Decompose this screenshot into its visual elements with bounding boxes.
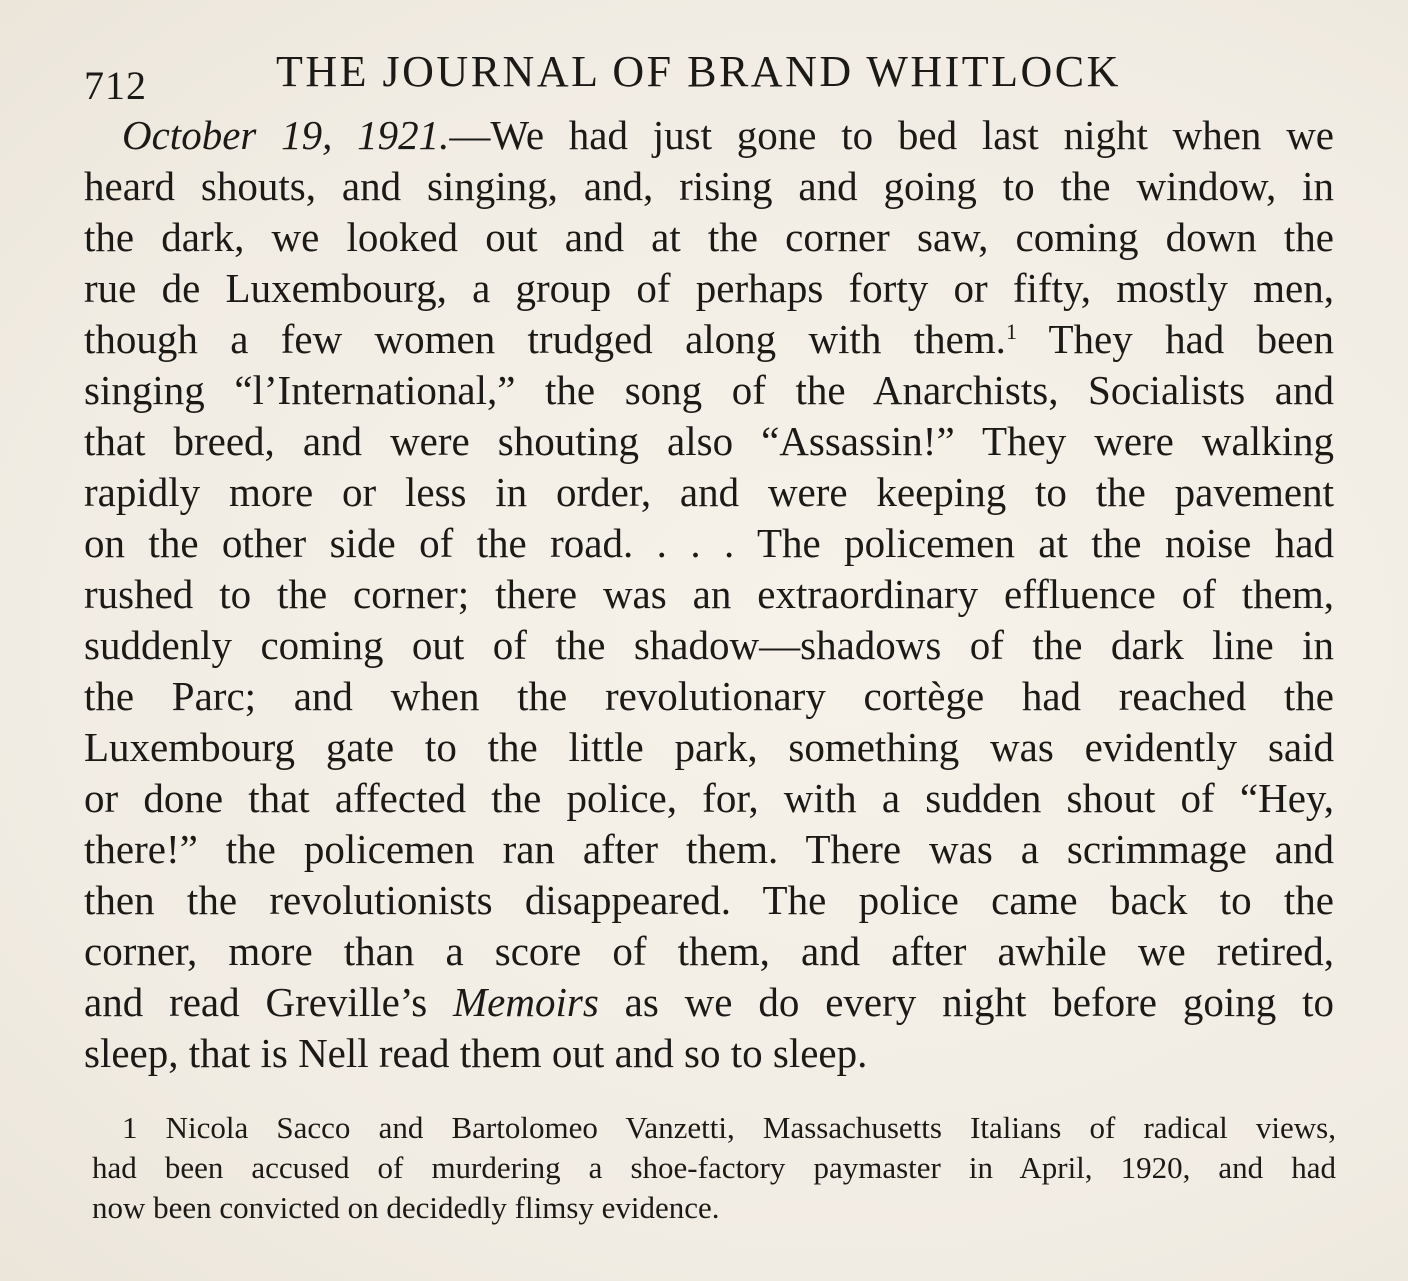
entry-line-5-before: though a few women trudged along with them.: [84, 316, 1006, 362]
entry-line: or done that affected the police, for, with a sudden shout of “Hey,: [84, 775, 1334, 821]
page-header: [84, 40, 1344, 110]
entry-line: then the revolutionists disappeared. The police came back to the: [84, 877, 1334, 923]
entry-line: corner, more than a score of them, and after awhile we retired,: [84, 928, 1334, 974]
journal-entry: [84, 110, 1334, 1079]
entry-line: Luxembourg gate to the little park, something was evidently said: [84, 724, 1334, 770]
entry-line: singing “l’International,” the song of the Anarchists, Socialists and: [84, 367, 1334, 413]
entry-line-19-before: and read Greville’s: [84, 979, 454, 1025]
entry-last-line: sleep, that is Nell read them out and so to sleep.: [84, 1030, 868, 1076]
entry-line-19: [84, 977, 1334, 1028]
entry-line-1-text: —We had just gone to bed last night when we: [449, 112, 1335, 158]
entry-line: there!” the policemen ran after them. There was a scrimmage and: [84, 826, 1334, 872]
entry-line-1: [84, 110, 1334, 161]
entry-line: suddenly coming out of the shadow—shadows of the dark line in: [84, 622, 1334, 668]
footnote-reference: 1: [1005, 319, 1017, 344]
footnotes: [92, 1108, 1336, 1228]
entry-line: that breed, and were shouting also “Assassin!” They were walking: [84, 418, 1334, 464]
running-head: THE JOURNAL OF BRAND WHITLOCK: [276, 47, 1121, 96]
entry-line: rapidly more or less in order, and were keeping to the pavement: [84, 469, 1334, 515]
footnote-line-3: now been convicted on decidedly flimsy evidence.: [92, 1190, 720, 1225]
footnote-line-1: 1 Nicola Sacco and Bartolomeo Vanzetti, Massachusetts Italians of radical views,: [122, 1110, 1336, 1145]
entry-line-5: [84, 314, 1334, 365]
entry-line-19-after: as we do every night before going to: [598, 979, 1334, 1025]
page-number: 712: [84, 63, 147, 108]
book-title-memoirs: Memoirs: [453, 979, 599, 1025]
entry-line: the dark, we looked out and at the corner saw, coming down the: [84, 214, 1334, 260]
entry-line: rushed to the corner; there was an extraordinary effluence of them,: [84, 571, 1334, 617]
entry-line-5-after: They had been: [1016, 316, 1334, 362]
entry-line: the Parc; and when the revolutionary cortège had reached the: [84, 673, 1334, 719]
entry-line: rue de Luxembourg, a group of perhaps forty or fifty, mostly men,: [84, 265, 1334, 311]
footnote-line-2: had been accused of murdering a shoe-factory paymaster in April, 1920, and had: [92, 1150, 1336, 1185]
entry-line: heard shouts, and singing, and, rising and going to the window, in: [84, 163, 1334, 209]
entry-line: on the other side of the road. . . . The policemen at the noise had: [84, 520, 1334, 566]
entry-date: October 19, 1921.: [122, 112, 450, 158]
